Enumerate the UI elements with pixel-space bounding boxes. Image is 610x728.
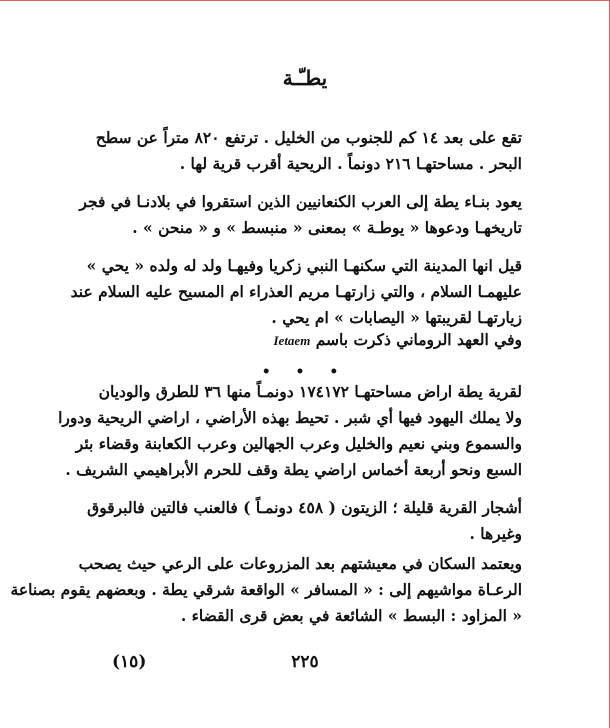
paragraph-economy xyxy=(10,551,522,629)
page-title: يطـّـة xyxy=(282,66,328,90)
section-separator: • • • xyxy=(261,364,349,380)
text-line: تاريخهـا ودعوها « يوطـة » بمعنى « منبسط » و « منحن » . xyxy=(132,218,522,237)
signature-number: (١٥) xyxy=(112,652,147,672)
paragraph-lands xyxy=(58,379,522,483)
text-line: أشجار القرية قليلة ؛ الزيتون ( ٤٥٨ دونمـاً ) فالعنب فالتين فالبرقوق xyxy=(87,498,522,517)
roman-era-text: وفي العهد الروماني ذكرت باسم xyxy=(315,330,522,349)
text-line: لقرية يطة اراض مساحتهـا ١٧٤١٧٢ دونمـاً منها ٣٦ للطرق والوديان xyxy=(98,382,522,401)
text-line: والسموع وبني نعيم والخليل وعرب الجهالين وعرب الكعابنة وقضاء بئر xyxy=(75,434,522,453)
text-line: يعود بنـاء يطة إلى العرب الكنعانيين الذين استقروا في بلادنـا في فجر xyxy=(79,192,522,211)
text-line: السبع ونحو أربعة أخماس اراضي يطة وقف للحرم الأبراهيمي الشريف . xyxy=(65,460,522,479)
paragraph-roman-era xyxy=(82,327,522,354)
text-line: زيارتهـا لقريبتها « اليصابات » ام يحي . xyxy=(271,308,522,327)
text-line: عليهمـا السلام ، والتي زارتهـا مريم العذراء ام المسيح عليه السلام عند xyxy=(70,282,522,301)
paragraph-tradition xyxy=(70,253,522,331)
page-number: ٢٢٥ xyxy=(291,652,319,672)
paragraph-trees xyxy=(82,495,522,547)
text-line: البحر . مساحتهـا ٢١٦ دونماً . الريحية أقرب قرية لها . xyxy=(179,154,522,173)
text-line: ولا يملك اليهود فيها أي شبر . تحيط بهذه الأراضي ، اراضي الريحية ودورا xyxy=(58,408,522,427)
text-line: قيل انها المدينة التي سكنهـا النبي زكريا وفيهـا ولد له ولده « يحي » xyxy=(86,256,522,275)
text-line: الرعـاة مواشيهم إلى : « المسافر » الواقعة شرقي يطة . وبعضهم يقوم بصناعة xyxy=(10,580,522,599)
text-line xyxy=(82,327,522,354)
roman-name: Ietaem xyxy=(273,333,311,348)
text-line: « المزاود : البسط » الشائعة في بعض قرى القضاء . xyxy=(180,606,522,625)
paragraph-history xyxy=(79,189,522,241)
text-line: تقع على بعد ١٤ كم للجنوب من الخليل . ترتفع ٨٢٠ متراً عن سطح xyxy=(95,128,522,147)
text-line: وغيرها . xyxy=(469,524,522,543)
text-line: ويعتمد السكان في معيشتهم بعد المزروعات على الرعي حيث يصحب xyxy=(78,554,522,573)
paragraph-location xyxy=(82,125,522,177)
